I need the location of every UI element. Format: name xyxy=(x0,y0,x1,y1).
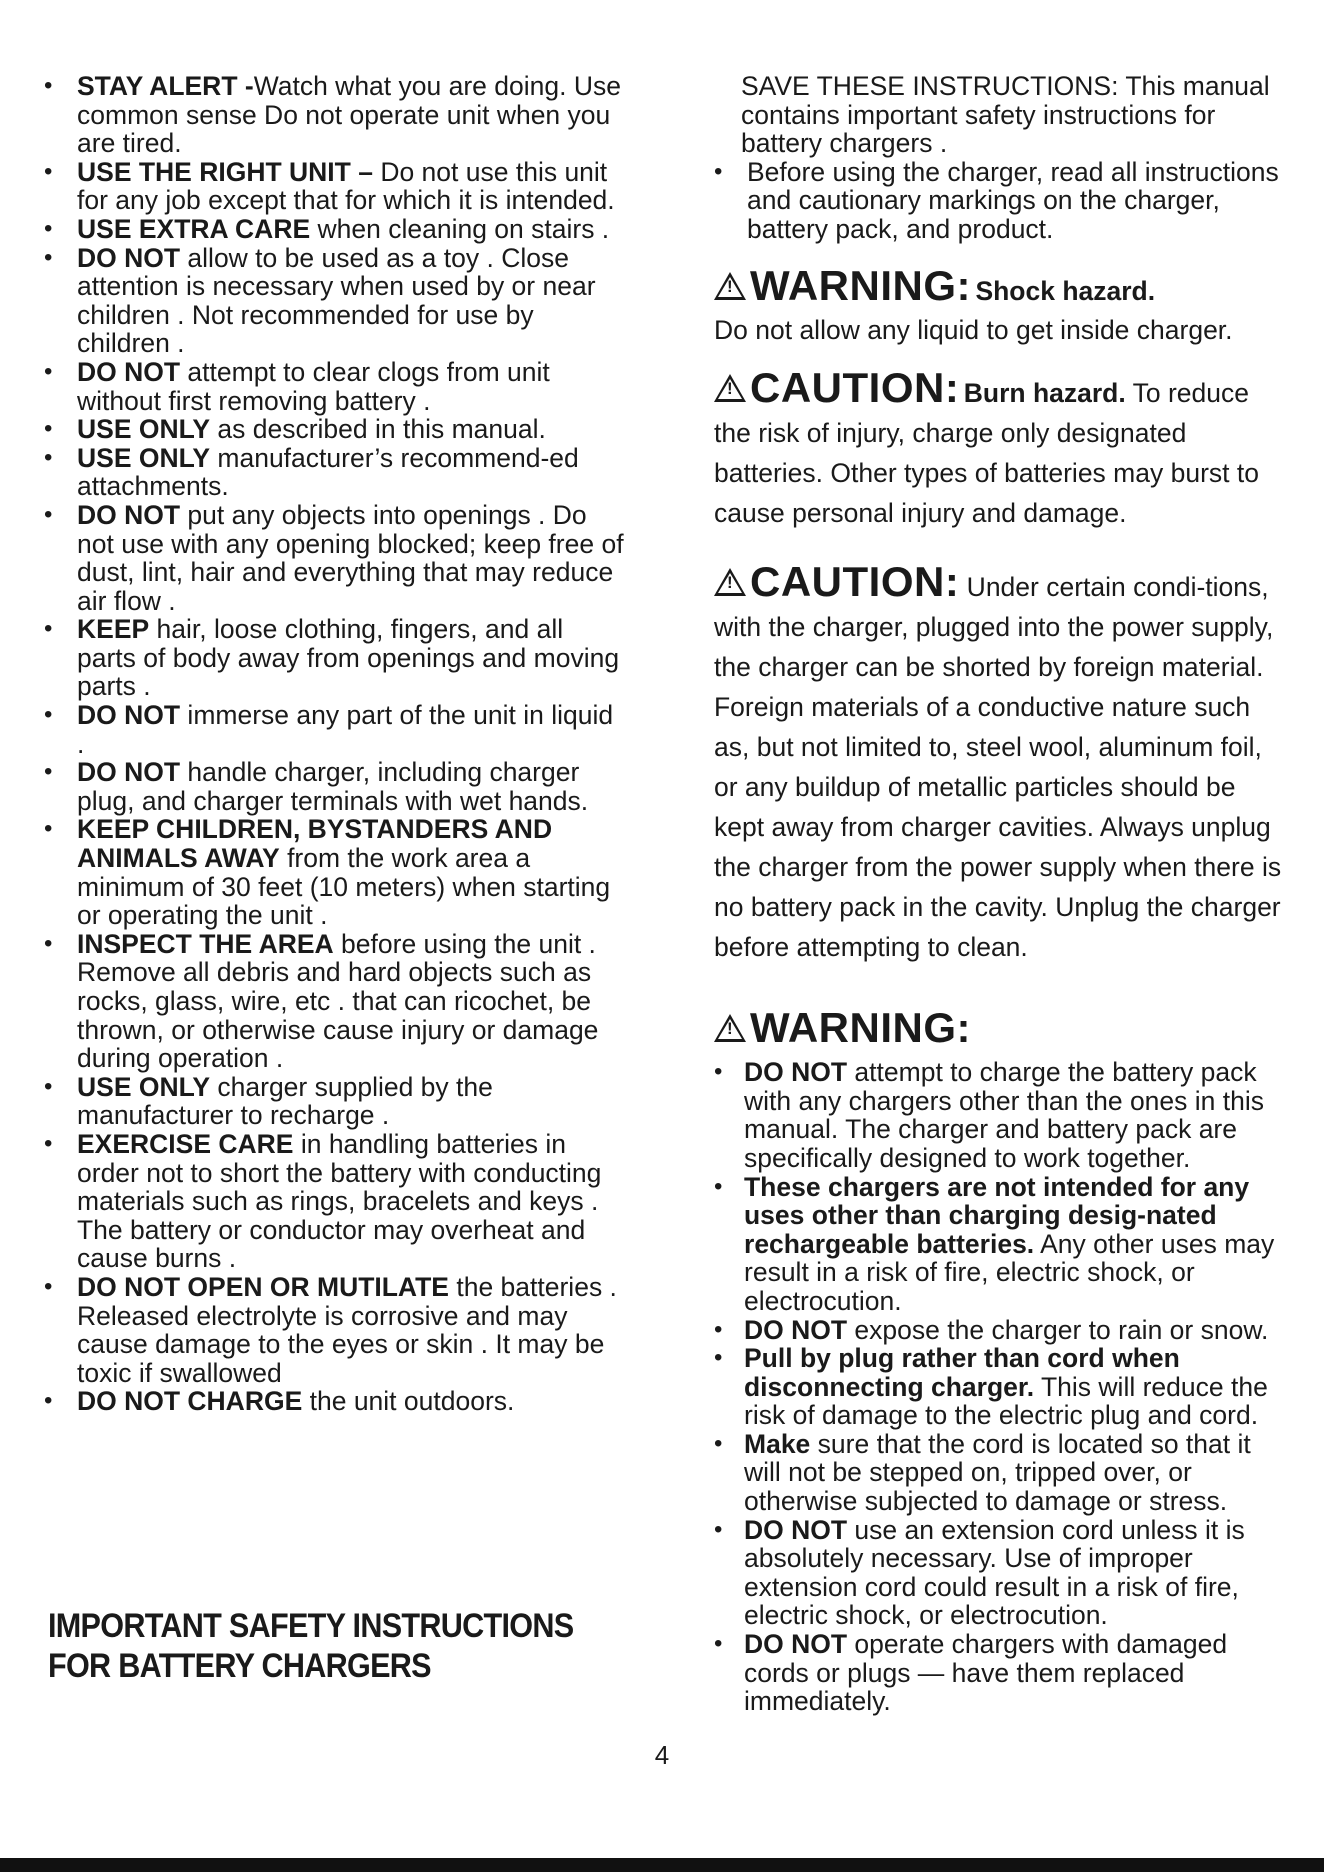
list-item: • KEEP CHILDREN, BYSTANDERS AND ANIMALS AWAY from the work area a minimum of 30 feet (10 meters) when starting or operating the unit . xyxy=(44,815,624,929)
caution-burn-heading: !CAUTION: Burn hazard. To reduce the risk of injury, charge only designated batteries. Other types of batteries may burst to cause personal injury and damage. xyxy=(714,368,1284,538)
list-item: • INSPECT THE AREA before using the unit . Remove all debris and hard objects such as rocks, glass, wire, etc . that can ricochet, be thrown, or otherwise cause injury or damage during operation . xyxy=(44,930,624,1073)
warning-shock-heading: !WARNING: Shock hazard. xyxy=(714,266,1284,316)
list-item: • DO NOT expose the charger to rain or snow. xyxy=(714,1316,1284,1345)
heading-line-1: IMPORTANT SAFETY INSTRUCTIONS xyxy=(48,1607,574,1645)
section-heading xyxy=(48,1606,624,1686)
list-item: • Pull by plug rather than cord when disconnecting charger. This will reduce the risk of damage to the electric plug and cord. xyxy=(714,1344,1284,1430)
list-item: • These chargers are not intended for any uses other than charging desig-nated rechargeable batteries. Any other uses may result in a risk of fire, electric shock, or electrocution. xyxy=(714,1173,1284,1316)
list-item: • DO NOT put any objects into openings . Do not use with any opening blocked; keep free of dust, lint, hair and everything that may reduce air flow . xyxy=(44,501,624,615)
list-item: • STAY ALERT -Watch what you are doing. Use common sense Do not operate unit when you are tired. xyxy=(44,72,624,158)
list-item: • DO NOT handle charger, including charger plug, and charger terminals with wet hands. xyxy=(44,758,624,815)
list-item: • DO NOT operate chargers with damaged cords or plugs — have them replaced immediately. xyxy=(714,1630,1284,1716)
before-use-list xyxy=(714,158,1284,244)
list-item: • DO NOT attempt to charge the battery pack with any chargers other than the ones in this manual. The charger and battery pack are specifically designed to work together. xyxy=(714,1058,1284,1172)
warning-shock-text: Do not allow any liquid to get inside charger. xyxy=(714,314,1233,345)
list-item: • Before using the charger, read all instructions and cautionary markings on the charger, battery pack, and product. xyxy=(714,158,1284,244)
caution-short-text: Under certain condi-tions, with the charger, plugged into the power supply, the charger can be shorted by foreign material. Foreign materials of a conductive nature such as, but not limited to, steel wool, aluminum foil, or any buildup of metallic particles should be kept away from charger cavities. Always unplug the charger from the power supply when there is no battery pack in the cavity. Unplug the charger before attempting to clean. xyxy=(714,572,1282,963)
list-item: • USE ONLY charger supplied by the manufacturer to recharge . xyxy=(44,1073,624,1130)
warning-triangle-icon xyxy=(714,374,746,402)
list-item: • USE THE RIGHT UNIT – Do not use this unit for any job except that for which it is intended. xyxy=(44,158,624,215)
list-item: • USE ONLY as described in this manual. xyxy=(44,415,624,444)
left-safety-list xyxy=(44,72,624,1416)
list-item: • USE EXTRA CARE when cleaning on stairs . xyxy=(44,215,624,244)
caution-short-heading: !CAUTION: Under certain condi-tions, with the charger, plugged into the power supply, the charger can be shorted by foreign material. Foreign materials of a conductive nature such as, but not limited to, steel wool, aluminum foil, or any buildup of metallic particles should be kept away from charger cavities. Always unplug the charger from the power supply when there is no battery pack in the cavity. Unplug the charger before attempting to clean. xyxy=(714,562,1284,972)
list-item: • DO NOT CHARGE the unit outdoors. xyxy=(44,1387,624,1416)
left-column xyxy=(44,72,624,1416)
warning-triangle-icon xyxy=(714,272,746,300)
list-item: • DO NOT OPEN OR MUTILATE the batteries . Released electrolyte is corrosive and may cause damage to the eyes or skin . It may be toxic if swallowed xyxy=(44,1273,624,1387)
caution-burn-text: To reduce the risk of injury, charge only designated batteries. Other types of batteries may burst to cause personal injury and damage. xyxy=(714,378,1259,529)
heading-line-2: FOR BATTERY CHARGERS xyxy=(48,1647,431,1685)
warning-triangle-icon xyxy=(714,1014,746,1042)
list-item: • Make sure that the cord is located so that it will not be stepped on, tripped over, or otherwise subjected to damage or stress. xyxy=(714,1430,1284,1516)
list-item: • EXERCISE CARE in handling batteries in order not to short the battery with conducting materials such as rings, bracelets and keys . The battery or conductor may overheat and cause burns . xyxy=(44,1130,624,1273)
right-column xyxy=(714,72,1284,1716)
list-item: • DO NOT immerse any part of the unit in liquid . xyxy=(44,701,624,758)
list-item: • DO NOT allow to be used as a toy . Close attention is necessary when used by or near children . Not recommended for use by children . xyxy=(44,244,624,358)
list-item: • USE ONLY manufacturer’s recommend-ed attachments. xyxy=(44,444,624,501)
list-item: • DO NOT use an extension cord unless it is absolutely necessary. Use of improper extension cord could result in a risk of fire, electric shock, or electrocution. xyxy=(714,1516,1284,1630)
save-instructions-text: SAVE THESE INSTRUCTIONS: This manual contains important safety instructions for battery chargers . xyxy=(741,71,1270,159)
list-item: • KEEP hair, loose clothing, fingers, and all parts of body away from openings and moving parts . xyxy=(44,615,624,701)
page-number: 4 xyxy=(654,1740,670,1770)
list-item: • DO NOT attempt to clear clogs from unit without first removing battery . xyxy=(44,358,624,415)
warning-triangle-icon xyxy=(714,568,746,596)
bottom-border xyxy=(0,1858,1324,1872)
warning-general-heading: !WARNING: xyxy=(714,1008,1284,1058)
charger-warning-list xyxy=(714,1058,1284,1716)
